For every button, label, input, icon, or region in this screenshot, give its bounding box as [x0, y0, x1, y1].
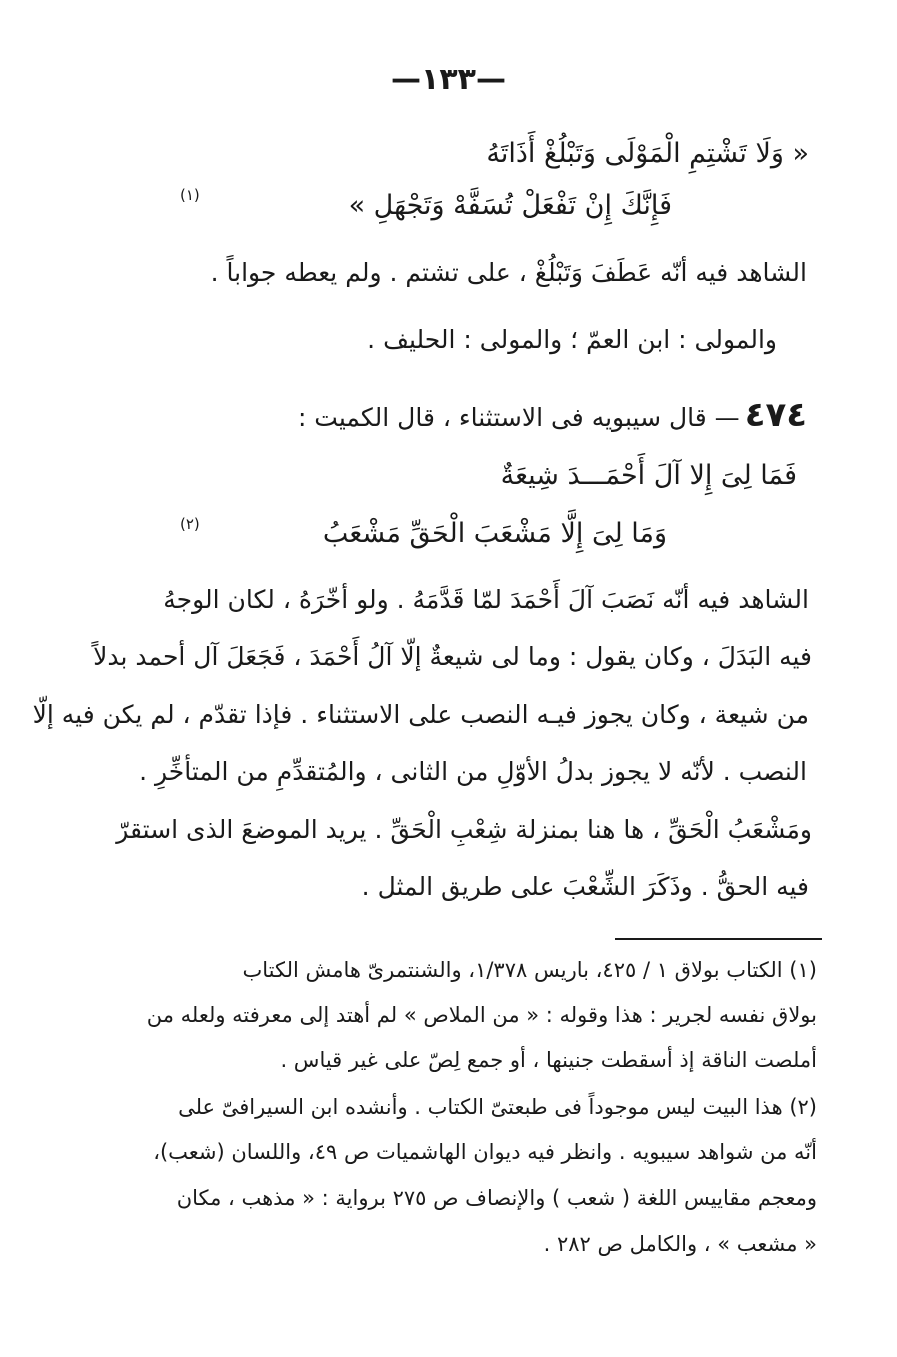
footnote-1-line-1: (١) الكتاب بولاق ١ / ٤٢٥، باريس ١/٣٧٨، والشنتمرىّ هامش الكتاب	[242, 958, 817, 982]
entry-intro: — قال سيبويه فى الاستثناء ، قال الكميت :	[297, 403, 740, 432]
commentary-2-line-4: النصب . لأنّه لا يجوز بدلُ الأوّلِ من الثانى ، والمُتقدِّمِ من المتأخِّرِ .	[139, 757, 807, 786]
commentary-2-line-3: من شيعة ، وكان يجوز فيـه النصب على الاستثناء . فإذا تقدّم ، لم يكن فيه إلّا	[32, 700, 809, 729]
page-number: —١٣٣—	[391, 62, 506, 97]
footnote-1-line-3: أملصت الناقة إذ أسقطت جنينها ، أو جمع لِصّ على غير قياس .	[280, 1048, 817, 1072]
verse-1-line-2	[349, 190, 672, 221]
commentary-1-line-2: والمولى : ابن العمّ ؛ والمولى : الحليف .	[367, 325, 777, 354]
verse-1-line-1: « وَلَا تَشْتِمِ الْمَوْلَى وَتَبْلُغْ أَذَاتَهُ	[486, 138, 809, 169]
entry-474-verse-line-1: فَمَا لِىَ إِلا آلَ أَحْمَـــدَ شِيعَةٌ	[500, 460, 797, 491]
verse-1-line-2-text: فَإِنَّكَ إِنْ تَفْعَلْ تُسَفَّهْ وَتَجْهَلِ »	[348, 190, 672, 221]
footnote-1-line-2: بولاق نفسه لجرير : هذا وقوله : « من الملاص » لم أهتد إلى معرفته ولعله من	[146, 1003, 817, 1027]
commentary-2-line-2: فيه البَدَلَ ، وكان يقول : وما لى شيعةٌ إلّا آلُ أَحْمَدَ ، فَجَعَلَ آل أحمد بدلاً	[93, 642, 812, 671]
commentary-2-line-1: الشاهد فيه أنّه نَصَبَ آلَ أَحْمَدَ لمّا قَدَّمَهُ . ولو أخّرَهُ ، لكان الوجهُ	[163, 585, 809, 614]
entry-474-heading	[298, 395, 807, 435]
entry-474-verse-line-2: وَمَا لِىَ إِلَّا مَشْعَبَ الْحَقِّ مَشْعَبُ	[322, 518, 667, 549]
footnote-divider	[615, 938, 822, 940]
footnote-2-line-1: (٢) هذا البيت ليس موجوداً فى طبعتىّ الكتاب . وأنشده ابن السيرافىّ على	[178, 1095, 817, 1119]
commentary-2-line-5: ومَشْعَبُ الْحَقِّ ، ها هنا بمنزلة شِعْبِ الْحَقِّ . يريد الموضعَ الذى استقرّ	[116, 815, 812, 844]
commentary-2-line-6: فيه الحقُّ . وذَكَرَ الشِّعْبَ على طريق المثل .	[361, 872, 809, 901]
footnote-2-line-4: « مشعب » ، والكامل ص ٢٨٢ .	[543, 1232, 817, 1256]
footnote-marker-2: (٢)	[180, 515, 200, 533]
commentary-1-line-1: الشاهد فيه أنّه عَطَفَ وَتَبْلُغْ ، على تشتم . ولم يعطه جواباً .	[210, 258, 807, 287]
footnote-2-line-3: ومعجم مقاييس اللغة ( شعب ) والإنصاف ص ٢٧٥ برواية : « مذهب ، مكان	[176, 1186, 817, 1210]
footnote-2-line-2: أنّه من شواهد سيبويه . وانظر فيه ديوان الهاشميات ص ٤٩، واللسان (شعب)،	[153, 1140, 817, 1164]
footnote-marker-1: (١)	[180, 186, 200, 204]
entry-number: ٤٧٤	[744, 395, 807, 435]
